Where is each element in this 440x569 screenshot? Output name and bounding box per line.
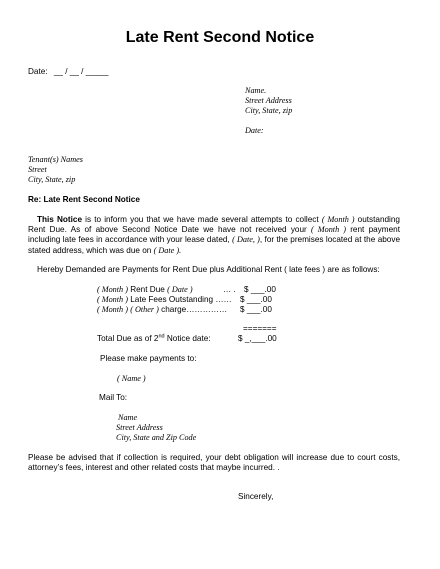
total-label: [97, 334, 211, 344]
sender-street: Street Address: [245, 96, 292, 105]
charge-dots: ……: [215, 295, 232, 304]
charge-label: Rent Due: [127, 285, 168, 294]
mail-city: City, State and Zip Code: [116, 433, 197, 442]
charge-label: Late Fees Outstanding: [127, 295, 216, 304]
charge-amount: $ ___.00: [244, 285, 276, 294]
recipient-city: City, State, zip: [28, 175, 76, 184]
placeholder-month: ( Month ): [97, 305, 128, 314]
charge-row: [97, 285, 193, 295]
notice-text: outstanding Rent Due. As of above Second Notice Date we have not received your: [28, 215, 400, 235]
demand-line: Hereby Demanded are Payments for Rent Due plus Additional Rent ( late fees ) are as follows:: [37, 265, 380, 274]
charge-label: charge: [158, 305, 187, 314]
recipient-street: Street: [28, 165, 47, 174]
placeholder-other: ( Other ): [130, 305, 159, 314]
charge-amount: $ ___.00: [240, 295, 272, 304]
placeholder-month: ( Month ): [321, 215, 355, 224]
mail-street: Street Address: [116, 423, 163, 432]
notice-lead: This Notice: [37, 215, 83, 224]
date-blank: __ / __ / _____: [53, 67, 109, 76]
notice-text: , for the premises located at the above stated address, which was due on: [28, 235, 400, 255]
payee-name: ( Name ): [117, 374, 146, 383]
notice-text: is to inform you that we have made several attempts to collect: [82, 215, 322, 224]
placeholder-date: ( Date, ): [232, 235, 260, 245]
charge-row: [97, 305, 227, 315]
placeholder-month: ( Month ): [311, 225, 346, 235]
placeholder-month: ( Month ): [97, 285, 128, 294]
date-label: Date:: [28, 67, 48, 76]
re-line: Re: Late Rent Second Notice: [28, 195, 140, 204]
sender-name: Name.: [245, 86, 267, 95]
sender-city: City, State, zip: [245, 106, 293, 115]
placeholder-date: ( Date ).: [153, 245, 182, 255]
total-label-text: Notice date:: [164, 334, 211, 343]
page-title: Late Rent Second Notice: [125, 29, 315, 46]
total-label-text: Total Due as of 2: [97, 334, 159, 343]
make-payments: Please make payments to:: [100, 354, 197, 363]
date-line: [28, 67, 109, 77]
mail-to-label: Mail To:: [99, 393, 128, 402]
equals-divider: =======: [243, 324, 277, 333]
notice-paragraph: [28, 215, 400, 256]
charge-dots: … .: [223, 285, 236, 294]
sender-date: Date:: [245, 126, 264, 135]
charge-dots: ……………: [186, 305, 228, 314]
placeholder-date: ( Date ): [167, 285, 193, 294]
notice-text: rent payment including late fees in accordance with your lease dated,: [28, 225, 400, 245]
total-amount: $ _,___.00: [238, 334, 277, 343]
mail-name: Name: [118, 413, 138, 422]
advise-paragraph: Please be advised that if collection is required, your debt obligation will increase due to court costs, attorney’s fees, interest and other related costs that maybe incurred. .: [28, 453, 400, 473]
charge-row: [97, 295, 232, 305]
recipient-names: Tenant(s) Names: [28, 155, 83, 164]
total-superscript: nd: [158, 333, 165, 340]
placeholder-month: ( Month ): [97, 295, 128, 304]
charge-amount: $ ___.00: [240, 305, 272, 314]
closing: Sincerely,: [238, 492, 274, 501]
